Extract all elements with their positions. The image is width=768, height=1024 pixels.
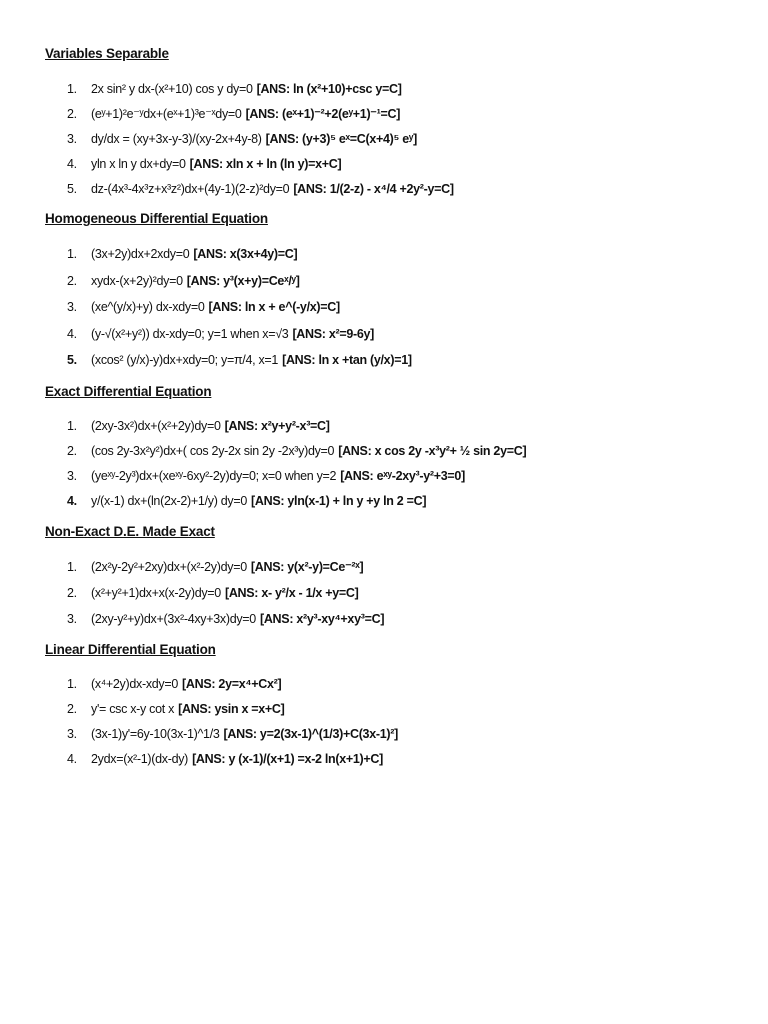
problem-item	[45, 439, 745, 464]
answer: [ANS: 2y=x⁴+Cx²]	[182, 677, 282, 691]
equation: (3x-1)y'=6y-10(3x-1)^1/3	[91, 727, 220, 741]
equation: xydx-(x+2y)²dy=0	[91, 273, 183, 288]
equation: (eʸ+1)²e⁻ʸdx+(eˣ+1)³e⁻ˣdy=0	[91, 107, 242, 121]
item-number: 4.	[67, 156, 77, 171]
problem-list	[45, 554, 745, 632]
answer: [ANS: x- y²/x - 1/x +y=C]	[224, 585, 359, 600]
item-number: 1.	[67, 677, 77, 691]
equation: (y-√(x²+y²)) dx-xdy=0; y=1 when x=√3	[91, 326, 289, 341]
answer: [ANS: eˣʸ-2xy³-y²+3=0]	[340, 469, 465, 483]
item-number: 1.	[67, 247, 77, 262]
equation: (3x+2y)dx+2xdy=0	[91, 247, 190, 262]
answer: [ANS: x(3x+4y)=C]	[193, 247, 298, 262]
section-heading: Linear Differential Equation	[45, 641, 216, 657]
answer: [ANS: ln x + e^(-y/x)=C]	[208, 300, 340, 315]
item-number: 3.	[67, 469, 77, 483]
answer: [ANS: ln (x²+10)+csc y=C]	[256, 81, 402, 96]
answer: [ANS: x²y+y²-x³=C]	[224, 419, 330, 433]
problem-item	[45, 489, 745, 514]
equation: 2ydx=(x²-1)(dx-dy)	[91, 752, 189, 766]
section-heading: Homogeneous Differential Equation	[45, 211, 268, 226]
problem-item	[45, 294, 745, 321]
problem-item	[45, 722, 745, 747]
section-variables-separable	[45, 44, 745, 201]
answer: [ANS: (eˣ+1)⁻²+2(eʸ+1)⁻¹=C]	[245, 107, 401, 121]
document	[45, 44, 745, 780]
answer: [ANS: y³(x+y)=Ceˣ/ʸ]	[186, 273, 300, 288]
equation: (yeˣʸ-2y³)dx+(xeˣʸ-6xy²-2y)dy=0; x=0 when y=2	[91, 469, 337, 483]
answer: [ANS: x²y³-xy⁴+xy³=C]	[259, 611, 385, 626]
section-heading: Non-Exact D.E. Made Exact	[45, 523, 215, 539]
section-homogeneous	[45, 209, 745, 374]
equation: dz-(4x³-4x³z+x³z²)dx+(4y-1)(2-z)²dy=0	[91, 181, 290, 196]
section-non-exact	[45, 522, 745, 632]
section-linear	[45, 640, 745, 772]
item-number: 4.	[67, 326, 77, 341]
problem-item	[45, 672, 745, 697]
item-number: 5.	[67, 181, 77, 196]
equation: (x²+y²+1)dx+x(x-2y)dy=0	[91, 585, 221, 600]
item-number: 4.	[67, 494, 77, 508]
equation: 2x sin² y dx-(x²+10) cos y dy=0	[91, 81, 253, 96]
item-number: 2.	[67, 273, 77, 288]
item-number: 3.	[67, 300, 77, 315]
answer: [ANS: 1/(2-z) - x⁴/4 +2y²-y=C]	[293, 181, 454, 196]
answer: [ANS: (y+3)⁵ eˣ=C(x+4)⁵ eʸ]	[265, 131, 417, 146]
problem-item	[45, 554, 745, 580]
equation: dy/dx = (xy+3x-y-3)/(xy-2x+4y-8)	[91, 131, 262, 146]
item-number: 1.	[67, 559, 77, 574]
item-number: 3.	[67, 727, 77, 741]
answer: [ANS: y(x²-y)=Ce⁻²ˣ]	[250, 560, 364, 574]
answer: [ANS: x²=9-6y]	[292, 326, 375, 341]
problem-list	[45, 672, 745, 772]
problem-item	[45, 101, 745, 126]
item-number: 3.	[67, 611, 77, 626]
equation: (x⁴+2y)dx-xdy=0	[91, 677, 179, 691]
problem-item	[45, 464, 745, 489]
equation: (xe^(y/x)+y) dx-xdy=0	[91, 300, 205, 315]
problem-list	[45, 76, 745, 201]
problem-item	[45, 414, 745, 439]
answer: [ANS: y (x-1)/(x+1) =x-2 ln(x+1)+C]	[192, 752, 384, 766]
answer: [ANS: yln(x-1) + ln y +y ln 2 =C]	[251, 494, 427, 508]
item-number: 1.	[67, 81, 77, 96]
problem-item	[45, 151, 745, 176]
problem-list	[45, 414, 745, 514]
problem-item	[45, 126, 745, 151]
item-number: 2.	[67, 585, 77, 600]
problem-item	[45, 321, 745, 348]
equation: (cos 2y-3x²y²)dx+( cos 2y-2x sin 2y -2x³y)dy=0	[91, 444, 335, 458]
equation: y'= csc x-y cot x	[91, 702, 175, 716]
item-number: 1.	[67, 419, 77, 433]
item-number: 4.	[67, 752, 77, 766]
problem-item	[45, 747, 745, 772]
item-number: 2.	[67, 444, 77, 458]
problem-item	[45, 76, 745, 101]
answer: [ANS: xln x + ln (ln y)=x+C]	[189, 156, 342, 171]
problem-item	[45, 241, 745, 268]
section-exact	[45, 382, 745, 514]
item-number: 2.	[67, 702, 77, 716]
equation: (xcos² (y/x)-y)dx+xdy=0; y=π/4, x=1	[91, 353, 279, 368]
problem-item	[45, 268, 745, 295]
equation: (2xy-y²+y)dx+(3x²-4xy+3x)dy=0	[91, 611, 256, 626]
equation: (2xy-3x²)dx+(x²+2y)dy=0	[91, 419, 221, 433]
problem-list	[45, 241, 745, 374]
problem-item	[45, 176, 745, 201]
item-number: 2.	[67, 106, 77, 121]
problem-item	[45, 580, 745, 606]
item-number: 3.	[67, 131, 77, 146]
section-heading: Variables Separable	[45, 46, 169, 61]
answer: [ANS: ysin x =x+C]	[178, 702, 285, 716]
item-number: 5.	[67, 353, 77, 368]
equation: (2x²y-2y²+2xy)dx+(x²-2y)dy=0	[91, 559, 247, 574]
problem-item	[45, 697, 745, 722]
equation: y/(x-1) dx+(ln(2x-2)+1/y) dy=0	[91, 494, 247, 508]
problem-item	[45, 606, 745, 632]
section-heading: Exact Differential Equation	[45, 383, 212, 399]
answer: [ANS: x cos 2y -x³y²+ ½ sin 2y=C]	[338, 444, 527, 458]
equation: yln x ln y dx+dy=0	[91, 156, 186, 171]
answer: [ANS: ln x +tan (y/x)=1]	[282, 353, 412, 368]
problem-item	[45, 347, 745, 374]
answer: [ANS: y=2(3x-1)^(1/3)+C(3x-1)²]	[223, 727, 398, 741]
